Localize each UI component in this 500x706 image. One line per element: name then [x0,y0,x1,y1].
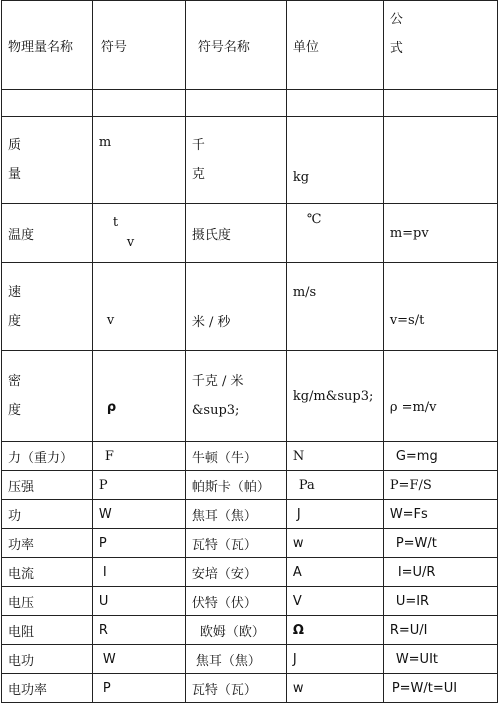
unit-name-cell: 千 克 [185,117,286,204]
formula-cell: v=s/t [383,263,497,351]
quantity-name-cell: 压强 [2,471,93,500]
formula-cell: m=pv [383,204,497,263]
formula-cell: W=UIt [383,645,497,674]
symbol-cell: m [92,117,185,204]
unit-cell: Ω [286,616,383,645]
unit-name-cell: 米 / 秒 [185,263,286,351]
unit-cell: kg [286,117,383,204]
table-row [2,471,498,500]
symbol-cell: ρ [92,351,185,442]
unit-name-cell: 千克 / 米 &sup3; [185,351,286,442]
header-name: 物理量名称 [2,1,93,90]
table-row [2,351,498,442]
symbol-cell: P [92,674,185,703]
quantity-name-cell: 温度 [2,204,93,263]
symbol-cell: R [92,616,185,645]
header-symbol-text: 符号 [100,39,127,55]
table-row [2,204,498,263]
quantity-name-cell: 质 量 [2,117,93,204]
quantity-name-cell: 密 度 [2,351,93,442]
table-row [2,616,498,645]
unit-cell: w [286,674,383,703]
quantity-name-cell: 电功率 [2,674,93,703]
unit-name-cell: 牛顿（牛） [185,442,286,471]
unit-name-cell: 摄氏度 [185,204,286,263]
symbol-cell: v [92,263,185,351]
unit-cell: kg/m&sup3; [286,351,383,442]
symbol-cell: U [92,587,185,616]
unit-cell: J [286,500,383,529]
quantity-name-cell: 电流 [2,558,93,587]
quantity-name-cell: 功 [2,500,93,529]
formula-cell: P=W/t=UI [383,674,497,703]
unit-cell: w [286,529,383,558]
physics-quantities-table [1,0,498,703]
unit-cell: Pa [286,471,383,500]
formula-cell: I=U/R [383,558,497,587]
header-formula-line2: 式 [389,41,403,56]
unit-cell: V [286,587,383,616]
empty-row [2,90,498,117]
formula-cell: G=mg [383,442,497,471]
quantity-name-cell: 电阻 [2,616,93,645]
unit-name-cell: 瓦特（瓦） [185,529,286,558]
table-row [2,500,498,529]
unit-name-cell: 安培（安） [185,558,286,587]
table-row [2,645,498,674]
formula-cell [383,117,497,204]
table-row [2,587,498,616]
symbol-cell: F [92,442,185,471]
formula-cell: W=Fs [383,500,497,529]
table-row [2,263,498,351]
table-row [2,442,498,471]
quantity-name-cell: 电压 [2,587,93,616]
header-row [2,1,498,90]
header-unit: 单位 [286,1,383,90]
quantity-name-cell: 电功 [2,645,93,674]
symbol-cell: t v [92,204,185,263]
table-row [2,674,498,703]
formula-cell: P=F/S [383,471,497,500]
quantity-name-cell: 速 度 [2,263,93,351]
header-formula-line1: 公 [389,12,403,27]
symbol-cell: P [92,529,185,558]
symbol-cell: W [92,500,185,529]
unit-cell: ℃ [286,204,383,263]
symbol-cell: I [92,558,185,587]
unit-cell: m/s [286,263,383,351]
unit-name-cell: 焦耳（焦） [185,645,286,674]
quantity-name-cell: 力（重力） [2,442,93,471]
header-symbol-name-text: 符号名称 [197,39,250,55]
symbol-cell: W [92,645,185,674]
unit-name-cell: 伏特（伏） [185,587,286,616]
formula-cell: ρ =m/v [383,351,497,442]
header-symbol [92,1,185,90]
symbol-cell: P [92,471,185,500]
table-row [2,529,498,558]
unit-name-cell: 焦耳（焦） [185,500,286,529]
quantity-name-cell: 功率 [2,529,93,558]
header-formula [383,1,497,90]
unit-name-cell: 瓦特（瓦） [185,674,286,703]
unit-name-cell: 欧姆（欧） [185,616,286,645]
unit-cell: J [286,645,383,674]
header-symbol-name [185,1,286,90]
table-row [2,117,498,204]
unit-cell: N [286,442,383,471]
formula-cell: R=U/I [383,616,497,645]
formula-cell: U=IR [383,587,497,616]
formula-cell: P=W/t [383,529,497,558]
unit-name-cell: 帕斯卡（帕） [185,471,286,500]
unit-cell: A [286,558,383,587]
table-row [2,558,498,587]
